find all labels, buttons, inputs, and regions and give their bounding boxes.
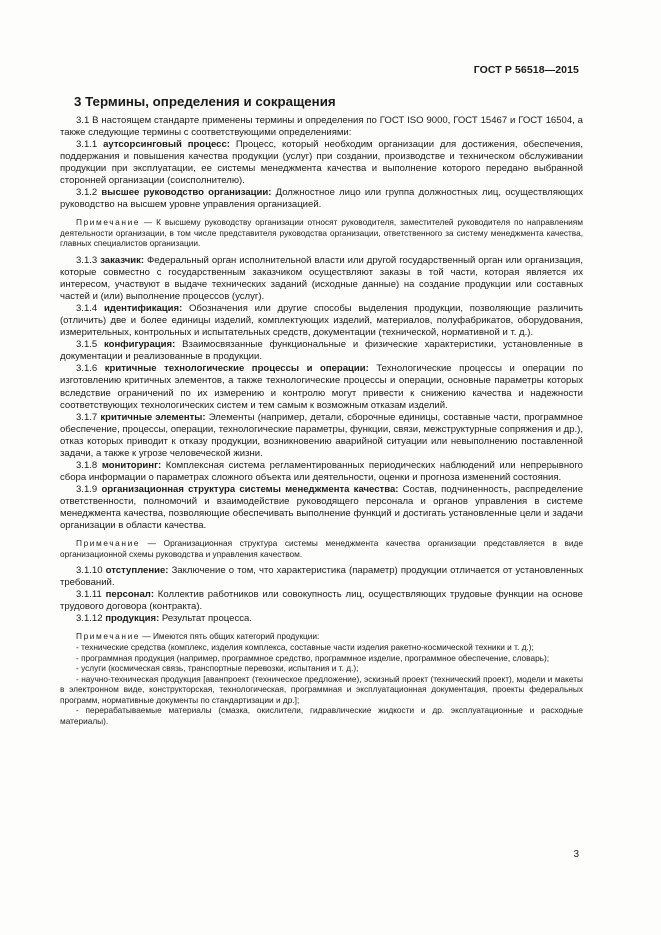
term-name: персонал: — [105, 589, 154, 601]
term-3-1-5: 3.1.5 конфигурация: Взаимосвязанные функциональные и физические характеристики, установленные в документации и реализованные в продукции. — [60, 339, 584, 363]
list-item: - перерабатываемые материалы (смазка, окислители, гидравлические жидкости и др. эксплуатационные и расходные материалы). — [60, 705, 583, 726]
term-definition: Процесс, который необходим организации для достижения, обеспечения, поддержания и повышения качества продукции (услуг) при создании, производстве и техническом обслуживании продукции при эксплуатации, ее системы менеджмента качества и выполнение которого передано выбранной сторонней организации (соисполнителю). — [60, 139, 583, 187]
note-1: Примечание — К высшему руководству организации относят руководителя, заместителей руководителя по направлениям деятельности организации, в том числе представителя руководства организации, ответственного за систему менеджмента качества, главных специалистов организации. — [60, 217, 583, 249]
note-text: Организационная структура системы менеджмента качества организации представляется в виде организационной схемы руководства и управления качеством. — [60, 538, 583, 559]
term-3-1-2: 3.1.2 высшее руководство организации: Должностное лицо или группа должностных лиц, осуществляющих руководство на высшем уровне управления организацией. — [60, 187, 583, 211]
term-definition: Коллектив работников или совокупность лиц, осуществляющих трудовые функции на основе трудового договора (контракта). — [60, 589, 583, 613]
note-label: Примечание — [76, 631, 141, 642]
page-number: 3 — [573, 849, 579, 860]
term-name: критичные технологические процессы и операции: — [104, 363, 369, 375]
section-body — [60, 115, 583, 726]
term-3-1-7: 3.1.7 критичные элементы: Элементы (например, детали, сборочные единицы, составные части, программное обеспечение, процессы, операции, технологические параметры, функции, связи, межструктурные сопряжения и др.), отказ которых приводит к отказу продукции, возникновению аварийной ситуации или невыполнению поставленной задачи, а также к угрозе человеческой жизни. — [60, 411, 583, 459]
note-3: Примечание — Имеются пять общих категорий продукции: — [76, 631, 320, 642]
note-2: Примечание — Организационная структура системы менеджмента качества организации представляется в виде организационной схемы руководства и управления качеством. — [60, 538, 583, 559]
term-name: продукция: — [105, 613, 160, 625]
term-3-1-8: 3.1.8 мониторинг: Комплексная система регламентированных периодических наблюдений или непрерывного сбора информации о параметрах сложного объекта или деятельности, оценки и прогноза изменений состояния. — [60, 459, 583, 483]
term-3-1-9: 3.1.9 организационная структура системы менеджмента качества: Состав, подчиненность, распределение ответственности, полномочий и взаимодействие руководящего персонала и органов управления в системе менеджмента качества, позволяющие обеспечивать выполнение функций и достигать установленные цели и задачи организации в области качества. — [60, 483, 583, 532]
term-name: отступление: — [105, 565, 169, 577]
term-definition: Состав, подчиненность, распределение ответственности, полномочий и взаимодействие руководящего персонала и органов управления в системе менеджмента качества, позволяющие обеспечивать выполнение функций и достигать установленные цели и задачи организации в области качества. — [60, 483, 583, 532]
term-3-1-3: 3.1.3 заказчик: Федеральный орган исполнительной власти или другой государственный орган или организация, которые совместно с государственным заказчиком осуществляют заказы в той части, которая является их интересом, участвуют в выдаче технических заданий (исходные данные) на создание продукции или составных частей и (или) выполнение процессов (услуг). — [60, 255, 584, 303]
term-definition: Элементы (например, детали, сборочные единицы, составные части, программное обеспечение, процессы, операции, технологические параметры, функции, связи, межструктурные сопряжения и др.), отказ которых приводит к отказу продукции, возникновению аварийной ситуации или невыполнению поставленной задачи, а также к угрозе человеческой жизни. — [60, 411, 583, 459]
note-text: Имеются пять общих категорий продукции: — [152, 631, 320, 642]
term-name: высшее руководство организации: — [101, 187, 272, 199]
term-definition: Заключение о том, что характеристика (параметр) продукции отличается от установленных требований. — [60, 565, 583, 589]
term-definition: Комплексная система регламентированных периодических наблюдений или непрерывного сбора информации о параметрах сложного объекта или деятельности, оценки и прогноза изменений состояния. — [60, 459, 583, 483]
term-3-1-1: 3.1.1 аутсорсинговый процесс: Процесс, который необходим организации для достижения, обеспечения, поддержания и повышения качества продукции (услуг) при создании, производстве и техническом обслуживании продукции при эксплуатации, ее системы менеджмента качества и выполнение которого передано выбранной сторонней организации (соисполнителю). — [60, 139, 583, 187]
term-definition: Результат процесса. — [159, 613, 252, 625]
term-definition: Технологические процессы и операции по изготовлению критичных элементов, а также технологические процессы и операции, основные параметры которых вследствие ограничений по их измерению и контролю могут привести к снижению качества и надежности соответствующих технологических систем и тем самым к возможным отказам изделий. — [60, 363, 583, 411]
term-3-1-6: 3.1.6 критичные технологические процессы и операции: Технологические процессы и операции по изготовлению критичных элементов, а также технологические процессы и операции, основные параметры которых вследствие ограничений по их измерению и контролю могут привести к снижению качества и надежности соответствующих технологических систем и тем самым к возможным отказам изделий. — [60, 363, 583, 411]
section-title: 3 Термины, определения и сокращения — [74, 94, 336, 109]
term-name: критичные элементы: — [100, 411, 206, 423]
document-code: ГОСТ Р 56518—2015 — [473, 64, 579, 76]
term-name: конфигурация: — [104, 339, 176, 351]
term-name: аутсорсинговый процесс: — [103, 139, 230, 151]
list-item: - услуги (космическая связь, транспортные перевозки, испытания и т. д.); — [76, 663, 359, 674]
term-definition: Должностное лицо или группа должностных лиц, осуществляющих руководство на высшем уровне управления организацией. — [60, 187, 583, 211]
list-item: - научно-техническая продукция [аванпроект (техническое предложение), эскизный проект (технический проект), модели и макеты в электронном виде, конструкторская, технологическая, программная и эксплуатационная документация, проекты федеральных программ, нормативные документы по стандартизации и др.]; — [60, 673, 583, 705]
term-name: заказчик: — [100, 255, 145, 267]
term-3-1-4: 3.1.4 идентификация: Обозначения или другие способы выделения продукции, позволяющие различить (отличить) две и более единицы изделий, комплектующих изделий, материалов, полуфабрикатов, оборудования, измерительных, контрольных и испытательных средств, документации (техническoй, нормативной и т. д.). — [60, 303, 584, 339]
term-name: идентификация: — [103, 303, 183, 315]
term-definition: Обозначения или другие способы выделения продукции, позволяющие различить (отличить) две и более единицы изделий, комплектующих изделий, материалов, полуфабрикатов, оборудования, измерительных, контрольных и испытательных средств, документации (техническoй, нормативной и т. д.). — [60, 303, 584, 339]
term-definition: Федеральный орган исполнительной власти или другой государственный орган или организация, которые совместно с государственным заказчиком осуществляют заказы в той части, которая является их интересом, участвуют в выдаче технических заданий (исходные данные) на создание продукции или составных частей и (или) выполнение процессов (услуг). — [60, 255, 584, 303]
list-item: - программная продукция (например, программное средство, программное изделие, программное обеспечение, словарь); — [76, 652, 550, 663]
note-text: К высшему руководству организации относят руководителя, заместителей руководителя по направлениям деятельности организации, в том числе представителя руководства организации, ответственного за систему менеджмента качества, главных специалистов организации. — [60, 217, 583, 249]
term-name: мониторинг: — [101, 459, 162, 471]
term-3-1-12: 3.1.12 продукция: Результат процесса. — [76, 613, 252, 625]
paragraph-3-1: 3.1 В настоящем стандарте применены термины и определения по ГОСТ ISO 9000, ГОСТ 15467 и ГОСТ 16504, а также следующие термины с соответствующими определениями: — [60, 115, 583, 139]
list-item: - технические средства (комплекс, изделия комплекса, составные части изделия ракетно-космической техники и т. д.); — [76, 641, 534, 652]
term-3-1-10: 3.1.10 отступление: Заключение о том, что характеристика (параметр) продукции отличается от установленных требований. — [60, 565, 583, 589]
term-3-1-11: 3.1.11 персонал: Коллектив работников или совокупность лиц, осуществляющих трудовые функции на основе трудового договора (контракта). — [60, 589, 583, 613]
term-name: организационная структура системы менеджмента качества: — [101, 483, 399, 495]
note-label: Примечание — [76, 538, 141, 549]
term-definition: Взаимосвязанные функциональные и физические характеристики, установленные в документации и реализованные в продукции. — [60, 339, 584, 363]
note-label: Примечание — [76, 217, 141, 228]
product-categories-list — [60, 642, 583, 726]
